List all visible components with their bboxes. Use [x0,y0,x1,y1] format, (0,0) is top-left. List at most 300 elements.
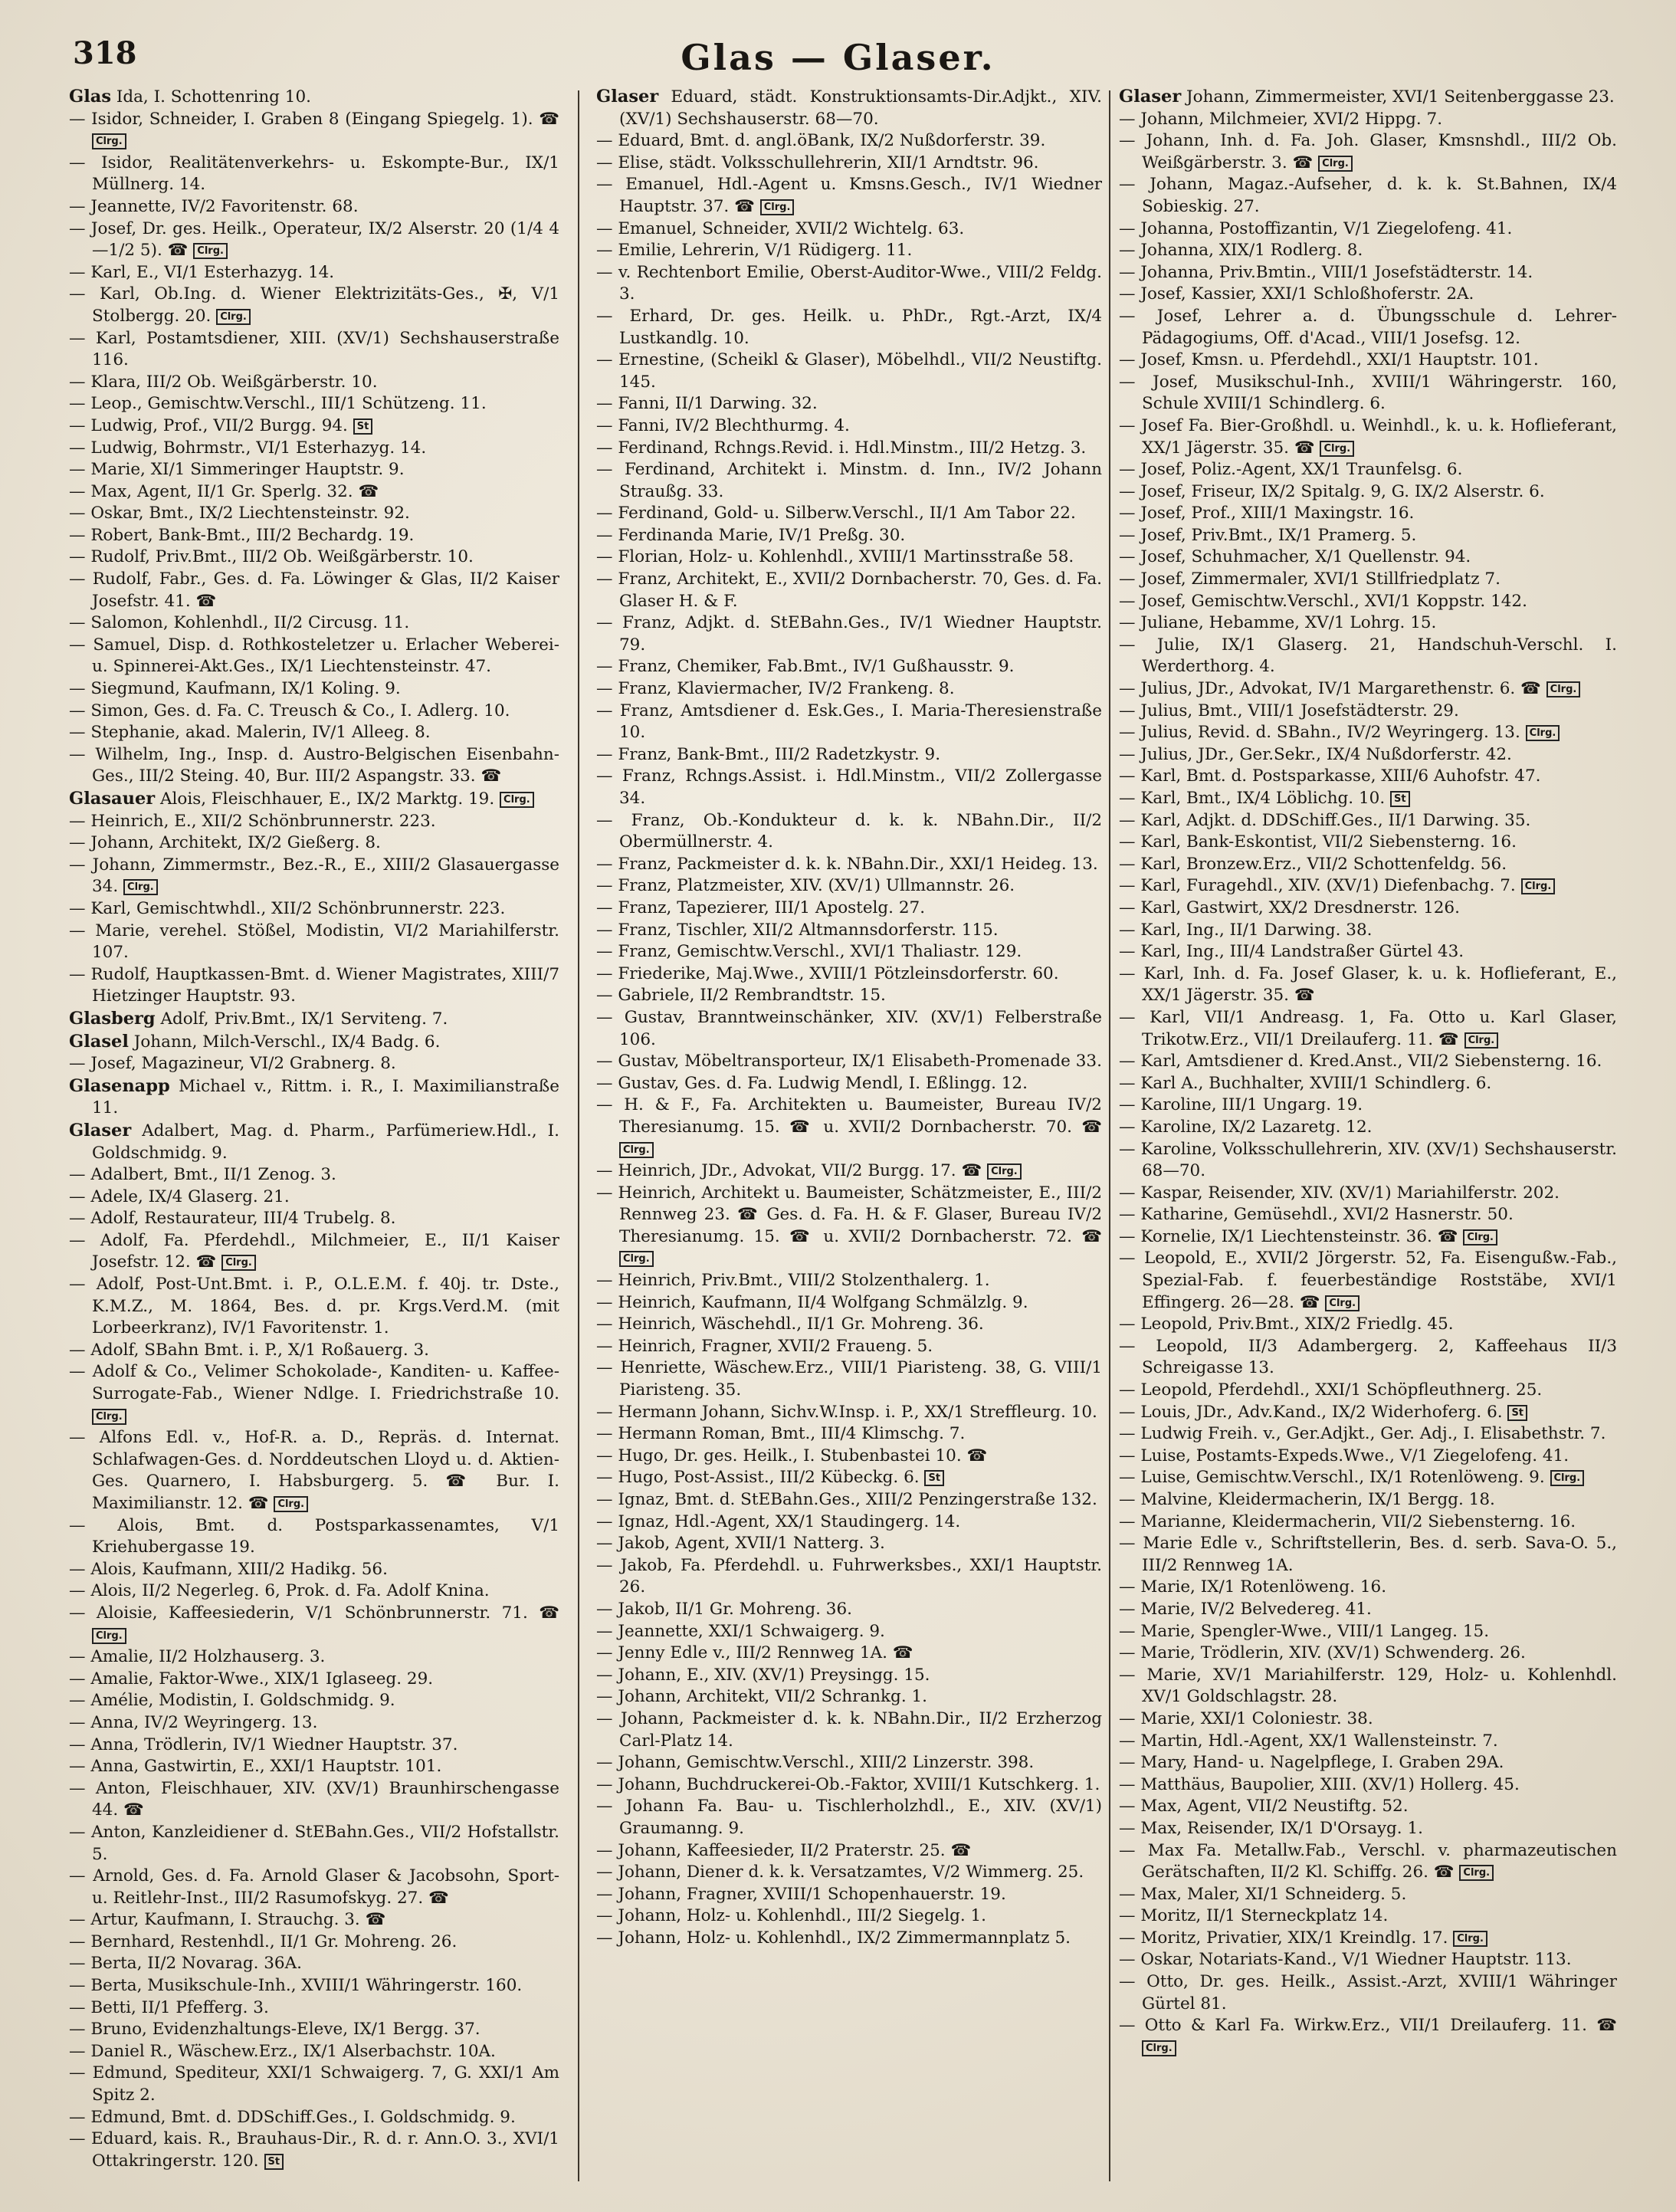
directory-entry [1119,1467,1617,1489]
directory-entry [1119,503,1617,525]
directory-entry [1119,1248,1617,1314]
directory-entry [69,459,559,481]
listing-badge: Clrg. [619,1142,654,1158]
entry-text: — Heinrich, Wäschehdl., II/1 Gr. Mohreng. 36. [596,1314,984,1334]
entry-text: — Hermann Roman, Bmt., III/4 Klimschg. 7. [596,1424,966,1444]
entry-text: — Karoline, IX/2 Lazaretg. 12. [1119,1117,1373,1137]
directory-entry [1119,963,1617,1007]
entry-text: — Johann, Architekt, IX/2 Gießerg. 8. [69,833,381,853]
directory-entry [1119,1446,1617,1468]
directory-entry [596,503,1102,525]
directory-entry [596,1357,1102,1401]
entry-text: — Marie, IV/2 Belvedereg. 41. [1119,1599,1372,1619]
directory-entry [1119,635,1617,678]
entry-text: Adalbert, Mag. d. Pharm., Parfümeriew.Hdl., I. Goldschmidg. 9. [92,1121,559,1163]
column-2 [596,86,1102,2184]
entry-text: — Franz, Gemischtw.Verschl., XVI/1 Thaliastr. 129. [596,942,1022,962]
directory-entry [69,811,559,833]
directory-entry [69,1822,559,1866]
directory-entry [1119,1117,1617,1139]
directory-entry [1119,174,1617,218]
listing-badge: Clrg. [92,1628,126,1644]
entry-text: — Franz, Tischler, XII/2 Altmannsdorferstr. 115. [596,920,999,940]
directory-entry [69,2107,559,2129]
entry-text: — Ludwig, Prof., VII/2 Burgg. 94. [69,415,348,435]
directory-entry [1119,1511,1617,1534]
directory-entry [69,1427,559,1515]
directory-entry [596,963,1102,986]
directory-entry [69,569,559,612]
entry-text: — Ferdinanda Marie, IV/1 Preßg. 30. [596,525,906,545]
directory-entry [1119,1949,1617,1971]
entry-text: — Ferdinand, Gold- u. Silberw.Verschl., II/1 Am Tabor 22. [596,504,1076,523]
entry-text: — Karl, Adjkt. d. DDSchiff.Ges., II/1 Darwing. 35. [1119,810,1531,830]
entry-text: — Isidor, Realitätenverkehrs- u. Eskompte-Bur., IX/1 Müllnerg. 14. [69,153,559,195]
directory-entry [596,546,1102,569]
entry-text: — Karl, Furagehdl., XIV. (XV/1) Diefenbachg. 7. [1119,876,1516,896]
entry-text: — Marie, verehel. Stößel, Modistin, VI/2 Mariahilferstr. 107. [69,921,559,963]
directory-entry [1119,240,1617,262]
entry-text: — Gustav, Ges. d. Fa. Ludwig Mendl, I. Eßlingg. 12. [596,1073,1028,1093]
entry-text: — Julie, IX/1 Glaserg. 21, Handschuh-Verschl. I. Werderthorg. 4. [1119,635,1617,677]
directory-entry [1119,678,1617,701]
entry-text: — Edmund, Spediteur, XXI/1 Schwaigerg. 7, G. XXI/1 Am Spitz 2. [69,2063,559,2105]
directory-entry [1119,941,1617,963]
entry-text: — Leopold, Priv.Bmt., XIX/2 Friedlg. 45. [1119,1314,1454,1334]
entry-text: — Karl, Bronzew.Erz., VII/2 Schottenfeldg. 56. [1119,854,1507,874]
directory-entry [1119,481,1617,504]
listing-badge: St [264,2154,284,2170]
directory-entry [596,1336,1102,1358]
entry-text: — Heinrich, E., XII/2 Schönbrunnerstr. 223. [69,811,436,831]
entry-text: — Josef, Kmsn. u. Pferdehdl., XXI/1 Hauptstr. 101. [1119,350,1539,370]
entry-text: — Ludwig Freih. v., Ger.Adjkt., Ger. Adj., I. Elisabethstr. 7. [1119,1424,1606,1444]
entry-text: — H. & F., Fa. Architekten u. Baumeister, Bureau IV/2 Theresianumg. 15. ☎ u. XVII/2 Dornbacherstr. 70. ☎ [596,1095,1102,1137]
entry-text: — Jenny Edle v., III/2 Rennweg 1A. ☎ [596,1643,913,1663]
directory-entry [69,2019,559,2041]
directory-entry [69,855,559,898]
entry-text: — Franz, Rchngs.Assist. i. Hdl.Minstm., VII/2 Zollergasse 34. [596,766,1102,808]
entry-text: — Rudolf, Fabr., Ges. d. Fa. Löwinger & Glas, II/2 Kaiser Josefstr. 41. ☎ [69,569,559,611]
entry-text: Alois, Fleischhauer, E., IX/2 Marktg. 19. [159,789,495,809]
entry-text: — Hugo, Post-Assist., III/2 Kübeckg. 6. [596,1468,920,1488]
directory-entry [1119,284,1617,306]
directory-entry [596,1402,1102,1424]
directory-entry [596,86,1102,130]
entry-text: — Adolf & Co., Velimer Schokolade-, Kanditen- u. Kaffee-Surrogate-Fab., Wiener Ndlge. I. Friedrichstraße 10. [69,1362,559,1404]
entry-text: — Marie, Trödlerin, XIV. (XV/1) Schwenderg. 26. [1119,1643,1526,1663]
running-head: Glas — Glaser. [681,37,995,78]
entry-text: — Karoline, III/1 Ungarg. 19. [1119,1095,1363,1115]
surname-heading: Glaser [1119,87,1182,107]
directory-entry [69,1515,559,1559]
entry-text: — Karoline, Volksschullehrerin, XIV. (XV/1) Sechshauserstr. 68—70. [1119,1139,1617,1181]
entry-text: Adolf, Priv.Bmt., IX/1 Serviteng. 7. [160,1009,448,1029]
directory-entry [1119,788,1617,810]
directory-entry [596,854,1102,876]
directory-entry [596,1446,1102,1468]
listing-badge: Clrg. [760,199,795,215]
entry-text: — Amélie, Modistin, I. Goldschmidg. 9. [69,1691,395,1711]
directory-entry [596,1752,1102,1774]
entry-text: — Johann, Milchmeier, XVI/2 Hippg. 7. [1119,109,1443,129]
directory-entry [69,438,559,460]
entry-text: — Aloisie, Kaffeesiederin, V/1 Schönbrunnerstr. 71. ☎ [69,1603,559,1623]
listing-badge: Clrg. [1550,1470,1585,1486]
directory-entry [596,1643,1102,1665]
entry-text: — Berta, Musikschule-Inh., XVIII/1 Währingerstr. 160. [69,1976,523,1996]
directory-entry [1119,1533,1617,1577]
listing-badge: Clrg. [274,1496,308,1512]
directory-entry [596,678,1102,701]
entry-text: — Simon, Ges. d. Fa. C. Treusch & Co., I. Adlerg. 10. [69,701,510,720]
entry-text: — Heinrich, JDr., Advokat, VII/2 Burgg. 17. ☎ [596,1161,982,1181]
directory-entry [596,1160,1102,1183]
directory-entry [69,612,559,635]
directory-entry [1119,1840,1617,1884]
directory-entry [596,1928,1102,1950]
directory-entry [1119,1796,1617,1818]
surname-heading: Glasel [69,1031,129,1052]
directory-entry [1119,459,1617,481]
column-divider [1109,90,1110,2181]
entry-text: — Moritz, Privatier, XIX/1 Kreindlg. 17. [1119,1928,1448,1948]
directory-entry [596,875,1102,898]
directory-entry [69,481,559,504]
directory-entry [596,1686,1102,1708]
entry-text: — Florian, Holz- u. Kohlenhdl., XVIII/1 Martinsstraße 58. [596,547,1074,567]
entry-text: — Johann, Architekt, VII/2 Schrankg. 1. [596,1687,927,1707]
directory-entry [596,1555,1102,1599]
entry-text: — Johann, Inh. d. Fa. Joh. Glaser, Kmsnshdl., III/2 Ob. Weißgärberstr. 3. ☎ [1119,131,1617,172]
directory-entry [69,964,559,1008]
directory-entry [1119,1226,1617,1249]
directory-entry [69,898,559,921]
entry-text: Eduard, städt. Konstruktionsamts-Dir.Adjkt., XIV. (XV/1) Sechshauserstr. 68—70. [619,87,1102,129]
entry-text: — Ignaz, Hdl.-Agent, XX/1 Staudingerg. 14. [596,1511,961,1531]
entry-text: — Samuel, Disp. d. Rothkosteletzer u. Erlacher Weberei- u. Spinnerei-Akt.Ges., IX/1 Liechtensteinstr. 47. [69,635,559,677]
directory-entry [69,2063,559,2106]
entry-text: — Max Fa. Metallw.Fab., Verschl. v. pharmazeutischen Gerätschaften, II/2 Kl. Schiffg. 26. ☎ [1119,1840,1617,1882]
entry-text: — Julius, JDr., Advokat, IV/1 Margarethenstr. 6. ☎ [1119,679,1541,699]
directory-entry [69,372,559,394]
listing-badge: Clrg. [1320,441,1354,457]
directory-entry [1119,525,1617,547]
directory-entry [1119,1423,1617,1446]
column-divider [578,90,579,2181]
directory-entry [596,1423,1102,1446]
entry-text: — Edmund, Bmt. d. DDSchiff.Ges., I. Goldschmidg. 9. [69,2107,516,2127]
entry-text: Ida, I. Schottenring 10. [116,87,311,107]
directory-entry [69,1230,559,1274]
listing-badge: St [1507,1405,1527,1421]
directory-entry [69,1734,559,1757]
directory-entry [596,1599,1102,1621]
directory-entry [596,1511,1102,1534]
entry-text: — Karl, Gastwirt, XX/2 Dresdnerstr. 126. [1119,898,1460,917]
entry-text: — Robert, Bank-Bmt., III/2 Bechardg. 19. [69,525,415,545]
directory-entry [69,1690,559,1712]
entry-text: — Karl, Bmt., IX/4 Löblichg. 10. [1119,789,1386,808]
directory-entry [1119,2015,1617,2059]
entry-text: — Leopold, II/3 Adambergerg. 2, Kaffeehaus II/3 Schreigasse 13. [1119,1336,1617,1378]
directory-entry [69,284,559,327]
directory-entry [1119,722,1617,744]
listing-badge: Clrg. [221,1255,256,1271]
entry-text: — Rudolf, Priv.Bmt., III/2 Ob. Weißgärberstr. 10. [69,547,474,567]
entry-text: — Johann, Fragner, XVIII/1 Schopenhauerstr. 19. [596,1884,1006,1904]
surname-heading: Glaser [596,87,659,107]
entry-text: — Max, Maler, XI/1 Schneiderg. 5. [1119,1884,1407,1904]
entry-text: — Matthäus, Baupolier, XIII. (XV/1) Hollerg. 45. [1119,1774,1520,1794]
directory-entry [1119,612,1617,635]
entry-text: — Alois, II/2 Negerleg. 6, Prok. d. Fa. Adolf Knina. [69,1581,490,1601]
surname-heading: Glasauer [69,789,156,809]
entry-text: — Karl, Ing., II/1 Darwing. 38. [1119,920,1373,940]
directory-entry [1119,1643,1617,1665]
entry-text: — Jakob, Fa. Pferdehdl. u. Fuhrwerksbes., XXI/1 Hauptstr. 26. [596,1555,1102,1597]
entry-text: — Anna, Gastwirtin, E., XXI/1 Hauptstr. 101. [69,1757,442,1777]
entry-text: — Anna, IV/2 Weyringerg. 13. [69,1712,318,1732]
entry-text: — Ignaz, Bmt. d. StEBahn.Ges., XIII/2 Penzingerstraße 132. [596,1490,1097,1509]
directory-entry [1119,1708,1617,1731]
directory-entry [596,240,1102,262]
entry-text: — Karl, Gemischtwhdl., XII/2 Schönbrunnerstr. 223. [69,898,506,918]
entry-text: — Gustav, Branntweinschänker, XIV. (XV/1) Felberstraße 106. [596,1007,1102,1049]
entry-text: — Bernhard, Restenhdl., II/1 Gr. Mohreng. 26. [69,1931,458,1951]
entry-text: — Kornelie, IX/1 Liechtensteinstr. 36. ☎ [1119,1226,1458,1246]
directory-entry [1119,1402,1617,1424]
entry-text: — Franz, Amtsdiener d. Esk.Ges., I. Maria-Theresienstraße 10. [596,701,1102,743]
directory-entry [1119,1577,1617,1599]
directory-entry [69,1756,559,1778]
entry-text: Johann, Milch-Verschl., IX/4 Badg. 6. [133,1032,441,1052]
directory-entry [69,1669,559,1691]
directory-entry [69,218,559,262]
directory-entry [1119,701,1617,723]
entry-text: — Ferdinand, Architekt i. Minstm. d. Inn., IV/2 Johann Straußg. 33. [596,460,1102,501]
entry-text: — Amalie, II/2 Holzhauserg. 3. [69,1647,326,1667]
directory-entry [596,525,1102,547]
listing-badge: St [353,418,373,435]
directory-entry [69,393,559,415]
entry-text: — Max, Agent, II/1 Gr. Sperlg. 32. ☎ [69,481,379,501]
directory-entry [69,415,559,438]
entry-text: — Adolf, Post-Unt.Bmt. i. P., O.L.E.M. f. 40j. tr. Dste., K.M.Z., M. 1864, Bes. d. pr. Krgs.Verd.M. (mit Lorbeerkranz), IV/1 Favoritenstr. 1. [69,1275,559,1338]
listing-badge: Clrg. [987,1163,1022,1180]
directory-entry [1119,1073,1617,1095]
entry-text: — Max, Reisender, IX/1 D'Orsayg. 1. [1119,1818,1423,1838]
listing-badge: Clrg. [216,309,251,325]
entry-text: — Moritz, II/1 Sterneckplatz 14. [1119,1906,1389,1926]
entry-text: — Eduard, Bmt. d. angl.öBank, IX/2 Nußdorferstr. 39. [596,131,1046,151]
directory-entry [596,1489,1102,1511]
directory-entry [1119,1971,1617,2015]
directory-entry [1119,1599,1617,1621]
entry-text: — Bruno, Evidenzhaltungs-Eleve, IX/1 Bergg. 37. [69,2020,480,2040]
entry-text: — Fanni, IV/2 Blechthurmg. 4. [596,415,850,435]
entry-text: — Josef, Friseur, IX/2 Spitalg. 9, G. IX/2 Alserstr. 6. [1119,481,1545,501]
entry-text: — Friederike, Maj.Wwe., XVIII/1 Pötzleinsdorferstr. 60. [596,963,1059,983]
directory-entry [596,1708,1102,1752]
directory-entry [596,1314,1102,1336]
directory-entry [69,1866,559,1909]
entry-text: — Katharine, Gemüsehdl., XVI/2 Hasnerstr. 50. [1119,1205,1514,1225]
listing-badge: St [924,1470,944,1486]
entry-text: — Franz, Klaviermacher, IV/2 Frankeng. 8. [596,679,955,699]
listing-badge: Clrg. [1325,1295,1359,1311]
directory-entry [1119,569,1617,591]
entry-text: — Johann, E., XIV. (XV/1) Preysingg. 15. [596,1665,930,1685]
directory-entry [69,1580,559,1603]
entry-text: — Alois, Bmt. d. Postsparkassenamtes, V/1 Kriehubergasse 19. [69,1515,559,1557]
directory-entry [596,1665,1102,1687]
entry-text: — Josef Fa. Bier-Großhdl. u. Weinhdl., k. u. k. Hoflieferant, XX/1 Jägerstr. 35. ☎ [1119,415,1617,458]
directory-entry [69,635,559,678]
directory-entry [1119,1336,1617,1380]
entry-text: — Franz, Tapezierer, III/1 Apostelg. 27. [596,898,926,917]
directory-entry [1119,1183,1617,1205]
entry-text: — Leop., Gemischtw.Verschl., III/1 Schützeng. 11. [69,394,487,414]
entry-text: — Marianne, Kleidermacherin, VII/2 Siebensterng. 16. [1119,1511,1576,1531]
directory-entry [1119,1007,1617,1051]
directory-entry [1119,306,1617,350]
directory-entry [69,1031,559,1054]
directory-entry [1119,262,1617,284]
directory-entry [596,744,1102,766]
directory-entry [596,1905,1102,1928]
entry-text: — Marie Edle v., Schriftstellerin, Bes. d. serb. Sava-O. 5., III/2 Rennweg 1A. [1119,1534,1617,1575]
directory-entry [69,262,559,284]
directory-entry [596,1621,1102,1643]
directory-entry [69,1340,559,1362]
entry-text: — Heinrich, Architekt u. Baumeister, Schätzmeister, E., III/2 Rennweg 23. ☎ Ges. d. Fa. H. & F. Glaser, Bureau IV/2 Theresianumg. 15. ☎ u. XVII/2 Dornbacherstr. 72. ☎ [596,1183,1102,1246]
entry-text: — Ludwig, Bohrmstr., VI/1 Esterhazyg. 14. [69,438,427,458]
entry-text: — v. Rechtenbort Emilie, Oberst-Auditor-Wwe., VIII/2 Feldg. 3. [596,262,1102,304]
directory-entry [596,1796,1102,1840]
entry-text: — Johann, Packmeister d. k. k. NBahn.Dir., II/2 Erzherzog Carl-Platz 14. [596,1708,1102,1751]
entry-text: — Fanni, II/1 Darwing. 32. [596,394,818,414]
directory-entry [596,766,1102,809]
directory-entry [596,1270,1102,1292]
entry-text: — Ferdinand, Rchngs.Revid. i. Hdl.Minstm., III/2 Hetzg. 3. [596,438,1087,458]
entry-text: — Alfons Edl. v., Hof-R. a. D., Repräs. d. Internat. Schlafwagen-Ges. d. Norddeutschen Lloyd u. d. Aktien-Ges. Quarnero, I. Habsburgerg. 5. ☎ Bur. I. Maximilianstr. 12. ☎ [69,1428,559,1513]
entry-text: — Hermann Johann, Sichv.W.Insp. i. P., XX/1 Streffleurg. 10. [596,1402,1097,1422]
entry-text: — Berta, II/2 Novarag. 36A. [69,1954,302,1974]
entry-text: — Jeannette, XXI/1 Schwaigerg. 9. [596,1621,885,1641]
directory-entry [69,328,559,372]
directory-entry [1119,766,1617,788]
entry-text: — Gabriele, II/2 Rembrandtstr. 15. [596,986,886,1006]
directory-entry [596,306,1102,350]
entry-text: — Max, Agent, VII/2 Neustiftg. 52. [1119,1797,1409,1817]
entry-text: — Jakob, II/1 Gr. Mohreng. 36. [596,1599,852,1619]
entry-text: Michael v., Rittm. i. R., I. Maximilianstraße 11. [92,1076,559,1118]
entry-text: — Johann, Magaz.-Aufseher, d. k. k. St.Bahnen, IX/4 Sobieskig. 27. [1119,175,1617,216]
entry-text: — Anton, Fleischhauer, XIV. (XV/1) Braunhirschengasse 44. ☎ [69,1778,559,1820]
entry-text: — Amalie, Faktor-Wwe., XIX/1 Iglaseeg. 29. [69,1669,434,1689]
directory-entry [596,1884,1102,1906]
directory-entry [1119,130,1617,174]
entry-text: — Adolf, SBahn Bmt. i. P., X/1 Roßauerg. 3. [69,1340,429,1360]
directory-entry [69,1975,559,1997]
entry-text: — Daniel R., Wäschew.Erz., IX/1 Alserbachstr. 10A. [69,2041,496,2061]
listing-badge: Clrg. [1318,156,1353,172]
entry-text: — Franz, Adjkt. d. StEBahn.Ges., IV/1 Wiedner Hauptstr. 79. [596,613,1102,655]
directory-entry [69,525,559,547]
entry-text: — Josef, Gemischtw.Verschl., XVI/1 Koppstr. 142. [1119,591,1527,611]
column-3 [1119,86,1617,2184]
directory-entry [596,920,1102,942]
entry-text: — Franz, Platzmeister, XIV. (XV/1) Ullmannstr. 26. [596,876,1015,896]
listing-badge: Clrg. [193,243,228,259]
directory-entry [69,2128,559,2172]
entry-text: — Karl, Amtsdiener d. Kred.Anst., VII/2 Siebensterng. 16. [1119,1052,1602,1072]
entry-text: Johann, Zimmermeister, XVI/1 Seitenberggasse 23. [1186,87,1615,107]
directory-entry [1119,1752,1617,1774]
directory-entry [1119,1380,1617,1402]
entry-text: — Arnold, Ges. d. Fa. Arnold Glaser & Jacobsohn, Sport- u. Reitlehr-Inst., III/2 Rasumofskyg. 27. ☎ [69,1866,559,1908]
entry-text: — Leopold, Pferdehdl., XXI/1 Schöpfleuthnerg. 25. [1119,1380,1543,1400]
directory-entry [1119,832,1617,854]
directory-entry [1119,744,1617,766]
directory-entry [1119,218,1617,241]
entry-text: — Wilhelm, Ing., Insp. d. Austro-Belgischen Eisenbahn-Ges., III/2 Steing. 40, Bur. III/2 Aspangstr. 33. ☎ [69,744,559,786]
directory-entry [1119,1928,1617,1950]
entry-text: — Johann, Buchdruckerei-Ob.-Faktor, XVIII/1 Kutschkerg. 1. [596,1774,1100,1794]
directory-entry [596,438,1102,460]
directory-entry [69,1075,559,1120]
directory-entry [1119,1051,1617,1073]
directory-entry [596,1007,1102,1051]
entry-text: — Adele, IX/4 Glaserg. 21. [69,1186,290,1206]
entry-text: — Karl, VII/1 Andreasg. 1, Fa. Otto u. Karl Glaser, Trikotw.Erz., VII/1 Dreilauferg. 11. ☎ [1119,1007,1617,1049]
directory-entry [69,1603,559,1646]
entry-text: — Karl, E., VI/1 Esterhazyg. 14. [69,262,335,282]
entry-text: — Josef, Dr. ges. Heilk., Operateur, IX/2 Alserstr. 20 (1/4 4—1/2 5). ☎ [69,218,559,261]
surname-heading: Glasenapp [69,1075,170,1096]
entry-text: — Ernestine, (Scheikl & Glaser), Möbelhdl., VII/2 Neustiftg. 145. [596,350,1102,392]
entry-text: — Adolf, Fa. Pferdehdl., Milchmeier, E., II/1 Kaiser Josefstr. 12. ☎ [69,1230,559,1272]
entry-text: — Artur, Kaufmann, I. Strauchg. 3. ☎ [69,1910,386,1930]
directory-entry [596,415,1102,438]
directory-entry [1119,350,1617,372]
entry-text: — Siegmund, Kaufmann, IX/1 Koling. 9. [69,679,401,699]
entry-text: — Elise, städt. Volksschullehrerin, XII/1 Arndtstr. 96. [596,153,1039,172]
entry-text: — Betti, II/1 Pfefferg. 3. [69,1997,269,2017]
directory-entry [596,1095,1102,1160]
directory-entry [596,393,1102,415]
directory-entry [69,1778,559,1822]
entry-text: — Franz, Ob.-Kondukteur d. k. k. NBahn.Dir., II/2 Obermüllnerstr. 4. [596,810,1102,852]
entry-text: — Malvine, Kleidermacherin, IX/1 Bergg. 18. [1119,1490,1495,1509]
directory-entry [1119,372,1617,415]
entry-text: — Johann, Holz- u. Kohlenhdl., IX/2 Zimmermannplatz 5. [596,1928,1071,1948]
entry-text: — Jakob, Agent, XVII/1 Natterg. 3. [596,1534,885,1554]
directory-entry [596,656,1102,678]
directory-entry [596,612,1102,656]
entry-text: — Karl, Bank-Eskontist, VII/2 Siebensterng. 16. [1119,832,1517,852]
directory-entry [596,569,1102,612]
directory-entry [1119,1884,1617,1906]
directory-entry [69,1646,559,1669]
entry-text: — Josef, Lehrer a. d. Übungsschule d. Lehrer-Pädagogiums, Off. d'Acad., VIII/1 Josefsg. 12. [1119,306,1617,348]
entry-text: — Emilie, Lehrerin, V/1 Rüdigerg. 11. [596,241,913,261]
directory-entry [1119,1731,1617,1753]
directory-entry [1119,1489,1617,1511]
entry-text: — Otto, Dr. ges. Heilk., Assist.-Arzt, XVIII/1 Währinger Gürtel 81. [1119,1972,1617,2013]
directory-entry [1119,1621,1617,1643]
